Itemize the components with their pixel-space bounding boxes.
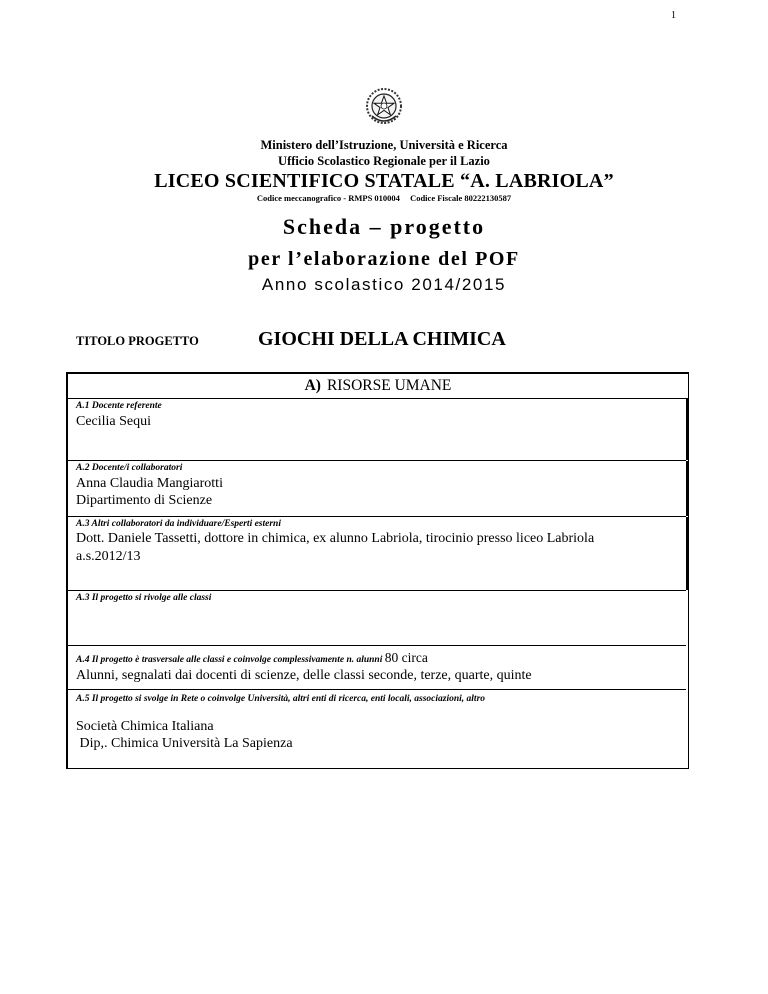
republic-emblem-icon — [364, 86, 404, 126]
document-title: Scheda – progetto — [282, 214, 486, 239]
page-number: 1 — [671, 10, 676, 21]
school-year: Anno scolastico 2014/2015 — [261, 275, 507, 294]
document-subtitle: per l’elaborazione del POF — [248, 248, 520, 270]
a2-label: A.2 Docente/i collaboratori — [76, 463, 183, 473]
a2-value-line1: Anna Claudia Mangiarotti — [76, 476, 223, 491]
section-letter: A) — [304, 377, 321, 394]
mech-code: Codice meccanografico - RMPS 010004 — [256, 193, 400, 203]
a5-value-line1: Società Chimica Italiana — [76, 719, 214, 734]
a5-value-line2: Dip,. Chimica Università La Sapienza — [76, 736, 293, 751]
a2-value-line2: Dipartimento di Scienze — [76, 493, 213, 508]
project-title-label: TITOLO PROGETTO — [76, 334, 199, 348]
a1-label: A.1 Docente referente — [76, 401, 162, 411]
ministry-line: Ministero dell’Istruzione, Università e Ricerca — [260, 138, 508, 152]
a4-count: 80 circa — [384, 650, 428, 665]
office-line: Ufficio Scolastico Regionale per il Lazio — [278, 154, 490, 168]
a3-value-line1: Dott. Daniele Tassetti, dottore in chimica, ex alunno Labriola, tirocinio presso liceo Labriola — [76, 531, 595, 546]
row-a2 — [68, 461, 686, 517]
row-a1 — [68, 399, 686, 461]
row-a3-classes — [68, 591, 686, 646]
row-a4 — [68, 646, 686, 690]
a4-value: Alunni, segnalati dai docenti di scienze, delle classi seconde, terze, quarte, quinte — [76, 668, 532, 683]
section-title: RISORSE UMANE — [326, 377, 452, 394]
a4-label: A.4 Il progetto è trasversale alle classi e coinvolge complessivamente n. alunni — [76, 655, 383, 665]
a3-value-line2: a.s.2012/13 — [76, 549, 141, 564]
section-heading — [68, 374, 688, 399]
tax-code: Codice Fiscale 80222130587 — [410, 193, 512, 203]
a5-label: A.5 Il progetto si svolge in Rete o coinvolge Università, altri enti di ricerca, enti locali, associazioni, altro — [76, 694, 486, 704]
project-title-value: GIOCHI DELLA CHIMICA — [258, 328, 506, 350]
row-a3 — [68, 517, 686, 591]
a3-label: A.3 Altri collaboratori da individuare/Esperti esterni — [76, 519, 281, 529]
a3-classes-label: A.3 Il progetto si rivolge alle classi — [76, 593, 212, 603]
school-name: LICEO SCIENTIFICO STATALE “A. LABRIOLA” — [154, 170, 614, 192]
school-codes — [0, 193, 768, 203]
a1-value: Cecilia Sequi — [76, 414, 152, 429]
human-resources-table — [66, 372, 689, 769]
a4-label-line — [76, 650, 428, 666]
row-a5 — [68, 690, 686, 766]
